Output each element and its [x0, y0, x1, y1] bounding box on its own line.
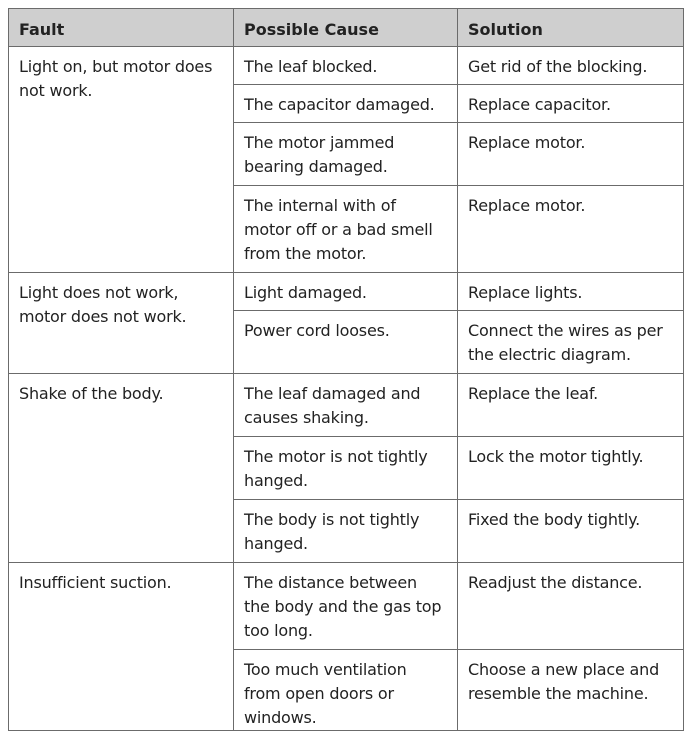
- cause-cell: The internal with of motor off or a bad smell from the motor.: [234, 186, 458, 273]
- fault-cell: Light on, but motor does not work.: [9, 47, 234, 273]
- cause-cell: The leaf damaged and causes shaking.: [234, 374, 458, 437]
- solution-cell: Connect the wires as per the electric diagram.: [458, 311, 684, 374]
- fault-cell: Shake of the body.: [9, 374, 234, 563]
- fault-cell: Light does not work, motor does not work.: [9, 273, 234, 374]
- cause-cell: The motor jammed bearing damaged.: [234, 123, 458, 186]
- header-row: [9, 9, 684, 47]
- solution-cell: Choose a new place and resemble the machine.: [458, 650, 684, 731]
- solution-cell: Replace motor.: [458, 123, 684, 186]
- cause-cell: Power cord looses.: [234, 311, 458, 374]
- cause-cell: Too much ventilation from open doors or windows.: [234, 650, 458, 731]
- header-solution: Solution: [458, 9, 684, 47]
- header-fault: Fault: [9, 9, 234, 47]
- table-row: [9, 273, 684, 311]
- solution-cell: Replace lights.: [458, 273, 684, 311]
- solution-cell: Replace motor.: [458, 186, 684, 273]
- table-row: [9, 47, 684, 85]
- troubleshooting-table: [8, 8, 684, 731]
- solution-cell: Fixed the body tightly.: [458, 500, 684, 563]
- cause-cell: The distance between the body and the gas top too long.: [234, 563, 458, 650]
- cause-cell: The body is not tightly hanged.: [234, 500, 458, 563]
- table-row: [9, 563, 684, 650]
- cause-cell: The capacitor damaged.: [234, 85, 458, 123]
- table-row: [9, 374, 684, 437]
- solution-cell: Lock the motor tightly.: [458, 437, 684, 500]
- cause-cell: The motor is not tightly hanged.: [234, 437, 458, 500]
- fault-cell: Insufficient suction.: [9, 563, 234, 731]
- solution-cell: Readjust the distance.: [458, 563, 684, 650]
- solution-cell: Get rid of the blocking.: [458, 47, 684, 85]
- cause-cell: The leaf blocked.: [234, 47, 458, 85]
- solution-cell: Replace capacitor.: [458, 85, 684, 123]
- solution-cell: Replace the leaf.: [458, 374, 684, 437]
- header-possible-cause: Possible Cause: [234, 9, 458, 47]
- cause-cell: Light damaged.: [234, 273, 458, 311]
